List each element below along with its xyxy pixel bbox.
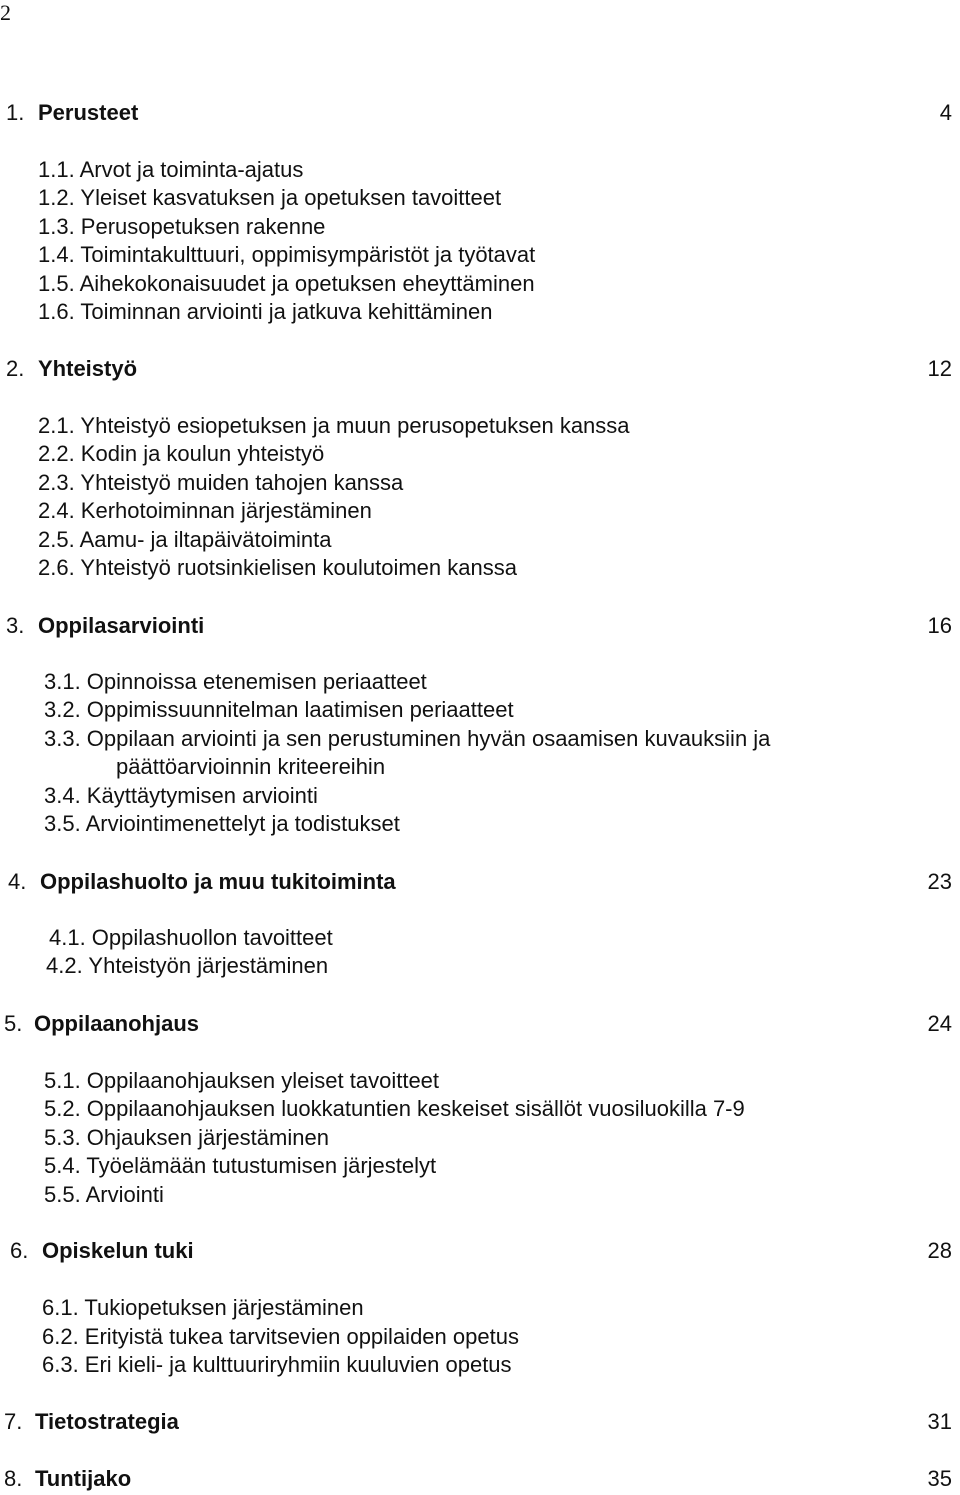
toc-item: 2.2. Kodin ja koulun yhteistyö: [38, 441, 325, 466]
section-title: Yhteistyö: [38, 356, 138, 381]
section-number: 2.: [6, 356, 25, 381]
section-number: 4.: [8, 869, 27, 894]
toc-item: 2.1. Yhteistyö esiopetuksen ja muun perusopetuksen kanssa: [38, 413, 630, 438]
section-number: 6.: [10, 1238, 29, 1263]
toc-item: 6.1. Tukiopetuksen järjestäminen: [42, 1295, 364, 1320]
toc-item: 2.6. Yhteistyö ruotsinkielisen koulutoimen kanssa: [38, 555, 517, 580]
toc-item: 2.3. Yhteistyö muiden tahojen kanssa: [38, 470, 404, 495]
toc-item: 3.4. Käyttäytymisen arviointi: [44, 783, 318, 808]
section-title: Tietostrategia: [35, 1409, 179, 1434]
section-number: 5.: [4, 1011, 23, 1036]
section-title: Opiskelun tuki: [42, 1238, 194, 1263]
toc-item: 3.2. Oppimissuunnitelman laatimisen periaatteet: [44, 697, 514, 722]
toc-item: 5.3. Ohjauksen järjestäminen: [44, 1125, 329, 1150]
toc-item: 2.5. Aamu- ja iltapäivätoiminta: [38, 527, 332, 552]
toc-item: 1.1. Arvot ja toiminta-ajatus: [38, 157, 304, 182]
toc-item: 1.3. Perusopetuksen rakenne: [38, 214, 326, 239]
toc-item: 5.1. Oppilaanohjauksen yleiset tavoitteet: [44, 1068, 440, 1093]
toc-item: 6.2. Erityistä tukea tarvitsevien oppilaiden opetus: [42, 1324, 519, 1349]
toc-item: 5.5. Arviointi: [44, 1182, 164, 1207]
toc-item: 6.3. Eri kieli- ja kulttuuriryhmiin kuuluvien opetus: [42, 1352, 512, 1377]
page-number: 2: [0, 0, 11, 25]
toc-item: 1.6. Toiminnan arviointi ja jatkuva kehittäminen: [38, 299, 493, 324]
section-number: 8.: [4, 1466, 23, 1491]
section-page: 35: [927, 1466, 952, 1491]
section-page: 16: [927, 613, 952, 638]
section-number: 1.: [6, 100, 25, 125]
toc-item: 5.4. Työelämään tutustumisen järjestelyt: [44, 1153, 437, 1178]
toc-item: 3.3. Oppilaan arviointi ja sen perustuminen hyvän osaamisen kuvauksiin ja: [44, 726, 771, 751]
section-title: Tuntijako: [35, 1466, 132, 1491]
toc-item-continuation: päättöarvioinnin kriteereihin: [116, 754, 386, 779]
section-page: 28: [927, 1238, 952, 1263]
section-page: 24: [927, 1011, 952, 1036]
section-page: 12: [927, 356, 952, 381]
toc-item: 1.2. Yleiset kasvatuksen ja opetuksen tavoitteet: [38, 185, 502, 210]
section-page: 4: [939, 100, 952, 125]
toc-item: 1.4. Toimintakulttuuri, oppimisympäristöt ja työtavat: [38, 242, 536, 267]
toc-item: 4.2. Yhteistyön järjestäminen: [46, 953, 329, 978]
section-page: 23: [927, 869, 952, 894]
toc-item: 1.5. Aihekokonaisuudet ja opetuksen eheyttäminen: [38, 271, 535, 296]
section-page: 31: [927, 1409, 952, 1434]
section-number: 7.: [4, 1409, 23, 1434]
toc-item: 4.1. Oppilashuollon tavoitteet: [49, 925, 333, 950]
section-title: Oppilashuolto ja muu tukitoiminta: [40, 869, 396, 894]
section-number: 3.: [6, 613, 25, 638]
toc-item: 3.1. Opinnoissa etenemisen periaatteet: [44, 669, 427, 694]
section-title: Oppilaanohjaus: [34, 1011, 200, 1036]
section-title: Oppilasarviointi: [38, 613, 205, 638]
section-title: Perusteet: [38, 100, 139, 125]
toc-item: 3.5. Arviointimenettelyt ja todistukset: [44, 811, 400, 836]
toc-item: 5.2. Oppilaanohjauksen luokkatuntien keskeiset sisällöt vuosiluokilla 7-9: [44, 1096, 745, 1121]
toc-item: 2.4. Kerhotoiminnan järjestäminen: [38, 498, 372, 523]
